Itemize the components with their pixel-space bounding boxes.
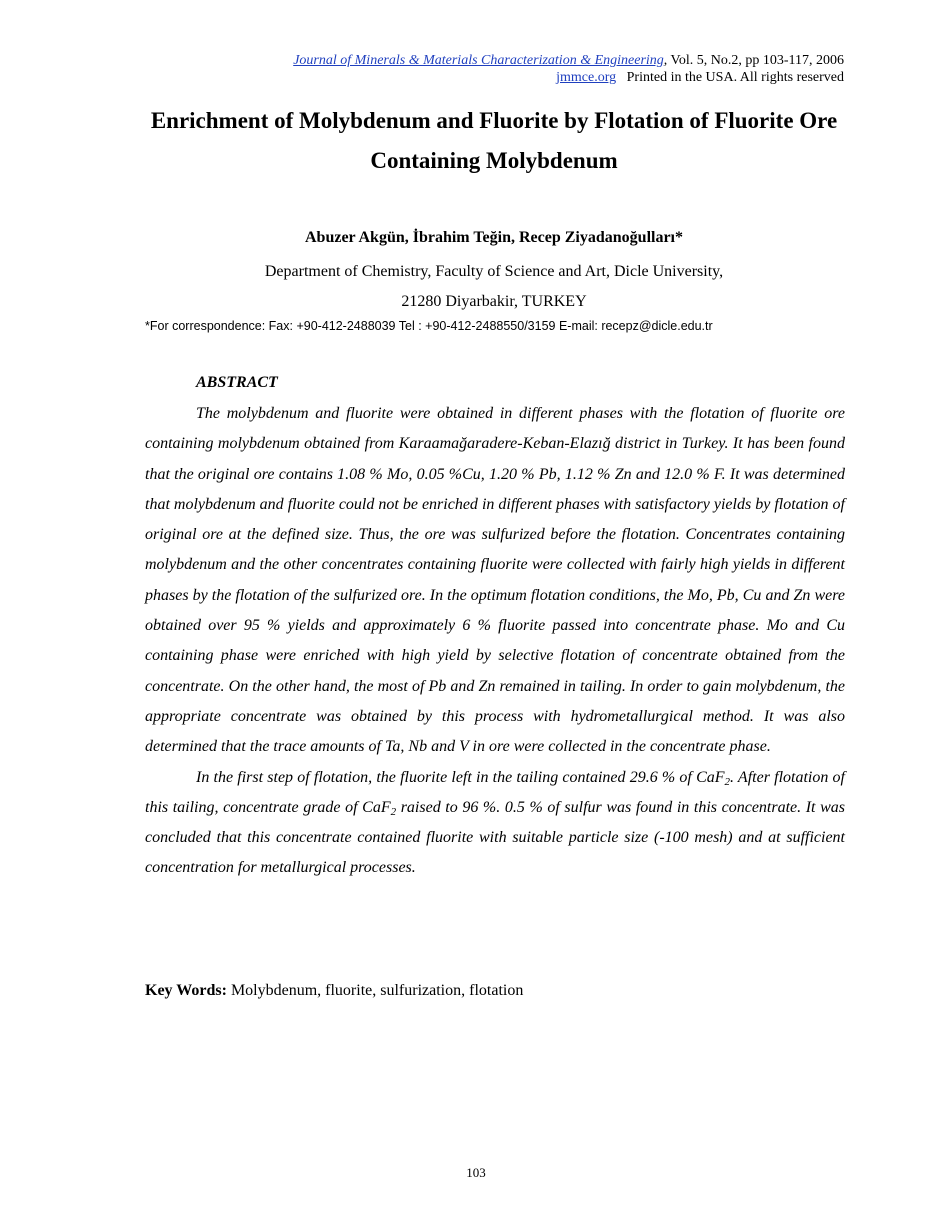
journal-header (293, 52, 844, 86)
keywords (145, 980, 523, 1002)
rights-text: Printed in the USA. All rights reserved (626, 70, 844, 85)
keywords-list: Molybdenum, fluorite, sulfurization, flotation (230, 982, 524, 999)
abstract-paragraph-2 (145, 763, 845, 884)
affiliation (140, 257, 848, 317)
keywords-label: Key Words: (145, 982, 227, 999)
abstract-paragraph-1: The molybdenum and fluorite were obtained in different phases with the flotation of fluorite ore containing molybdenum obtained from Karaamağaradere-Keban-Elazığ district in Turkey. It has been found that the original ore contains 1.08 % Mo, 0.05 %Cu, 1.20 % Pb, 1.12 % Zn and 12.0 % F. It was determined that molybdenum and fluorite could not be enriched in different phases with satisfactory yields by flotation of original ore at the defined size. Thus, the ore was sulfurized before the flotation. Concentrates containing molybdenum and the other concentrates containing fluorite were collected with fairly high yields in different phases by the flotation of the sulfurized ore. In the optimum flotation conditions, the Mo, Pb, Cu and Zn were obtained over 95 % yields and approximately 6 % fluorite passed into concentrate phase. Mo and Cu containing phase were enriched with high yield by selective flotation of concentrate obtained from the concentrate. On the other hand, the most of Pb and Zn remained in tailing. In order to gain molybdenum, the appropriate concentrate was obtained by this process with hydrometallurgical method. It was also determined that the trace amounts of Ta, Nb and V in ore were collected in the concentrate phase. (145, 405, 845, 756)
affiliation-line-2: 21280 Diyarbakir, TURKEY (401, 293, 587, 310)
abstract-body (145, 399, 845, 884)
journal-citation-line (293, 52, 844, 69)
subscript-2: 2 (724, 775, 731, 788)
paper-title (140, 101, 848, 181)
abstract-p2-part3: raised to 96 %. 0.5 % of sulfur was found in this concentrate. It was concluded that this concentrate contained fluorite with suitable particle size (-100 mesh) and at sufficient concentration for metallurgical processes. (145, 798, 845, 877)
abstract-p2-part1: In the first step of flotation, the fluorite left in the tailing contained 29.6 % of CaF (196, 768, 725, 786)
journal-title-link[interactable]: Journal of Minerals & Materials Characterization & Engineering (293, 53, 664, 68)
site-line (293, 69, 844, 86)
affiliation-line-1: Department of Chemistry, Faculty of Science and Art, Dicle University, (264, 263, 724, 280)
authors: Abuzer Akgün, İbrahim Teğin, Recep Ziyadanoğulları* (305, 229, 683, 246)
title-line-1: Enrichment of Molybdenum and Fluorite by Flotation of Fluorite Ore (150, 108, 838, 133)
abstract-p2-part2: . After flotation of this tailing, concentrate grade of CaF (145, 768, 845, 816)
site-link[interactable]: jmmce.org (556, 70, 617, 85)
abstract-heading: ABSTRACT (196, 374, 278, 391)
page-number: 103 (466, 1165, 486, 1180)
volume-info: , Vol. 5, No.2, pp 103-117, 2006 (663, 53, 844, 68)
correspondence: *For correspondence: Fax: +90-412-2488039 Tel : +90-412-2488550/3159 E-mail: recepz@dicle.edu.tr (145, 319, 713, 333)
title-line-2: Containing Molybdenum (370, 148, 618, 173)
subscript-2: 2 (390, 805, 397, 818)
